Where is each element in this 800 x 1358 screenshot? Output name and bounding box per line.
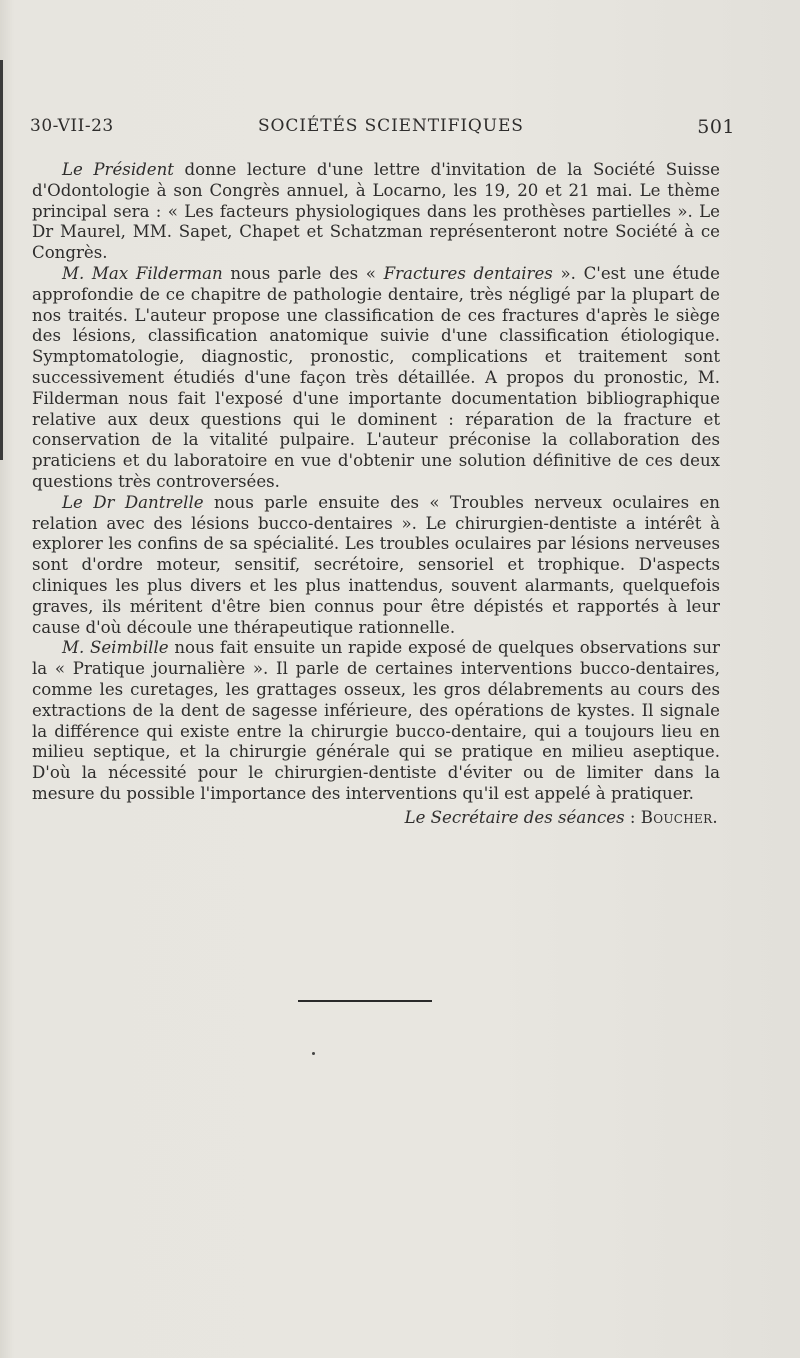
running-header (30, 116, 735, 144)
paragraph-president (32, 160, 720, 264)
header-section-title: SOCIÉTÉS SCIENTIFIQUES (258, 116, 524, 136)
paragraph-lead: M. Seimbille (62, 638, 169, 658)
section-divider (298, 1000, 432, 1002)
paragraph-lead: M. Max Filderman (62, 263, 223, 283)
paragraph-lead: Le Dr Dantrelle (62, 492, 204, 512)
page-fold-shadow (0, 60, 3, 460)
page-number: 501 (697, 116, 735, 138)
paragraph-text: nous parle des « (222, 263, 384, 283)
paragraph-text: ». C'est une étude approfondie de ce chapitre de pathologie dentaire, très négligé par la plupart de nos traités. L'auteur propose une classification de ces fractures d'après le siège des lésions, classification anatomique suivie d'une classification étiologique. Symptomatologie, diagnostic, pronostic, complications et traitement sont successivement étudiés d'une façon très détaillée. A propos du pronostic, M. Filderman nous fait l'exposé d'une importante documentation bibliographique relative aux deux questions qui le dominent : réparation de la fracture et conservation de la vitalité pulpaire. L'auteur préconise la collaboration des praticiens et du laboratoire en vue d'obtenir une solution définitive de ces deux questions très controversées. (32, 263, 721, 491)
print-speck (312, 1052, 315, 1055)
signature-line (32, 808, 720, 829)
signature-separator: : (624, 807, 641, 827)
paragraph-filderman (32, 264, 720, 493)
signature-name: Boucher. (640, 807, 718, 827)
article-body (32, 160, 720, 829)
paragraph-text: nous parle ensuite des « Troubles nerveux oculaires en relation avec des lésions bucco-dentaires ». Le chirurgien-dentiste a intérêt à explorer les confins de sa spécialité. Les troubles oculaires par lésions nerveuses sont d'ordre moteur, sensitif, secrétoire, sensoriel et trophique. D'aspects cliniques les plus divers et les plus inattendus, souvent alarmants, quelquefois graves, ils méritent d'être bien connus pour être dépistés et rapportés à leur cause d'où découle une thérapeutique rationnelle. (32, 492, 720, 637)
paragraph-text: nous fait ensuite un rapide exposé de quelques observations sur la « Pratique journalière ». Il parle de certaines interventions bucco-dentaires, comme les curetages, les grattages osseux, les gros délabrements au cours des extractions de la dent de sagesse inférieure, des opérations de kystes. Il signale la différence qui existe entre la chirurgie bucco-dentaire, qui a toujours lieu en milieu septique, et la chirurgie générale qui se pratique en milieu aseptique. D'où la nécessité pour le chirurgien-dentiste d'éviter ou de limiter dans la mesure du possible l'importance des interventions qu'il est appelé à pratiquer. (32, 638, 720, 803)
paragraph-seimbille (32, 638, 720, 804)
paragraph-dantrelle (32, 493, 720, 639)
signature-role: Le Secrétaire des séances (404, 807, 625, 827)
paragraph-text: donne lecture d'une lettre d'invitation de la Société Suisse d'Odontologie à son Congrès annuel, à Locarno, les 19, 20 et 21 mai. Le thème principal sera : « Les facteurs physiologiques dans les prothèses partielles ». Le Dr Maurel, MM. Sapet, Chapet et Schatzman représenteront notre Société à ce Congrès. (32, 160, 720, 263)
paper-title: Fractures dentaires (383, 263, 553, 283)
paragraph-lead: Le Président (62, 160, 174, 179)
header-date: 30-VII-23 (30, 116, 114, 136)
